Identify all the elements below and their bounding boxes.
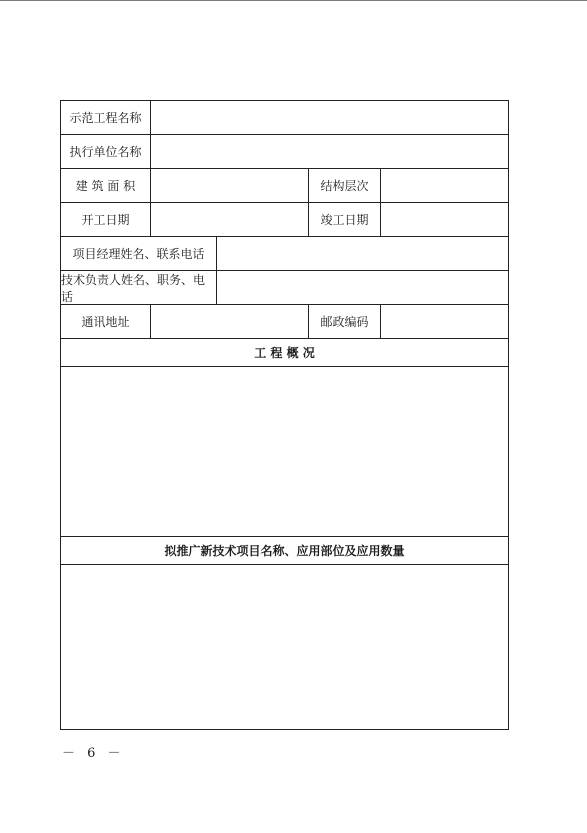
mailing-address-field[interactable] xyxy=(151,305,309,338)
building-area-field[interactable] xyxy=(151,169,309,202)
project-manager-field[interactable] xyxy=(217,237,508,270)
postal-code-field[interactable] xyxy=(381,305,508,338)
structure-floors-label: 结构层次 xyxy=(309,169,381,202)
demonstration-project-form xyxy=(60,100,509,730)
building-area-label: 建 筑 面 积 xyxy=(61,169,151,202)
technical-lead-label: 技术负责人姓名、职务、电话 xyxy=(61,271,217,304)
row-project-name xyxy=(61,101,508,135)
row-dates xyxy=(61,203,508,237)
project-name-field[interactable] xyxy=(151,101,508,134)
project-name-label: 示范工程名称 xyxy=(61,101,151,134)
postal-code-label: 邮政编码 xyxy=(309,305,381,338)
row-executing-unit xyxy=(61,135,508,169)
page-top-edge xyxy=(0,0,587,1)
row-building-area xyxy=(61,169,508,203)
start-date-field[interactable] xyxy=(151,203,309,236)
row-address xyxy=(61,305,508,339)
completion-date-label: 竣工日期 xyxy=(309,203,381,236)
structure-floors-field[interactable] xyxy=(381,169,508,202)
row-technical-lead xyxy=(61,271,508,305)
technical-lead-field[interactable] xyxy=(217,271,508,304)
page-number: － 6 － xyxy=(62,746,125,761)
executing-unit-label: 执行单位名称 xyxy=(61,135,151,168)
executing-unit-field[interactable] xyxy=(151,135,508,168)
technology-content-area[interactable] xyxy=(61,565,508,729)
project-manager-label: 项目经理姓名、联系电话 xyxy=(61,237,217,270)
overview-content-area[interactable] xyxy=(61,367,508,537)
mailing-address-label: 通讯地址 xyxy=(61,305,151,338)
completion-date-field[interactable] xyxy=(381,203,508,236)
overview-section-title: 工 程 概 况 xyxy=(61,339,508,367)
technology-section-title: 拟推广新技术项目名称、应用部位及应用数量 xyxy=(61,537,508,565)
start-date-label: 开工日期 xyxy=(61,203,151,236)
row-project-manager xyxy=(61,237,508,271)
